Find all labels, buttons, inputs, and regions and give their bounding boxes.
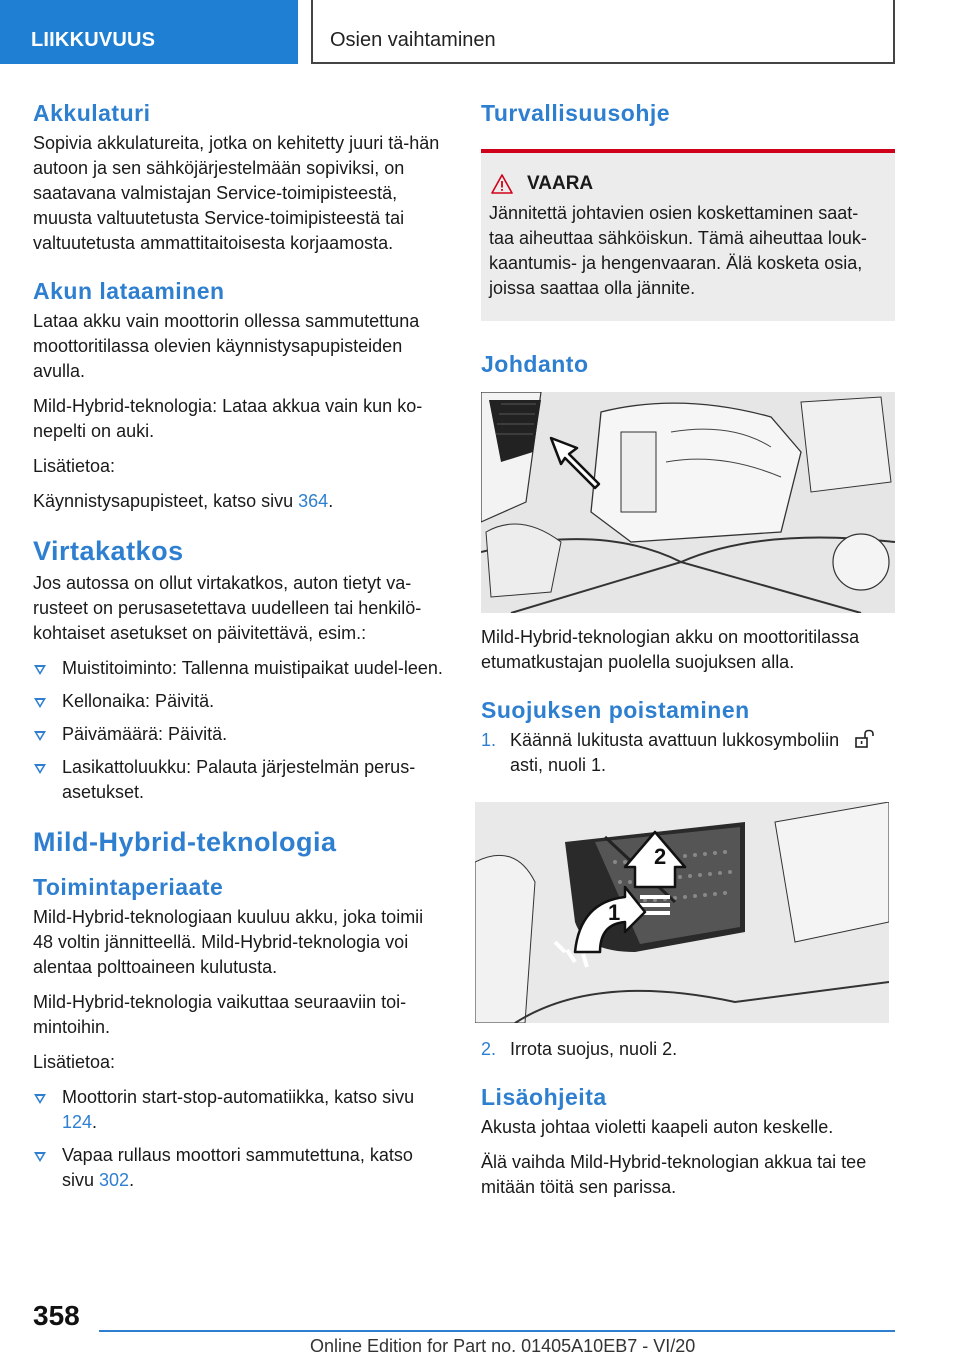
- triangle-bullet-icon: [34, 731, 46, 741]
- heading-turvallisuusohje: Turvallisuusohje: [481, 100, 671, 126]
- lataaminen-p3: Lisätietoa:: [33, 456, 116, 476]
- heading-akun-lataaminen: Akun lataaminen: [33, 278, 225, 304]
- virtakatkos-text: Jos autossa on ollut virtakatkos, auton tietyt va-rusteet on perusasetettava uudelleen tai henkilö-kohtaiset asetukset on päivitettävä, esim.:: [33, 573, 422, 643]
- heading-johdanto: Johdanto: [481, 351, 589, 377]
- list-item: Kellonaika: Päivitä.: [33, 689, 448, 714]
- mild-list: [33, 1085, 448, 1193]
- lataaminen-p2: Mild-Hybrid-teknologia: Lataa akkua vain kun ko-nepelti on auki.: [33, 396, 423, 441]
- list-item: Moottorin start-stop-automatiikka, katso sivu 124.: [33, 1085, 448, 1135]
- warning-title: VAARA: [527, 173, 594, 194]
- heading-lisaohjeita: Lisäohjeita: [481, 1084, 607, 1110]
- steps-list-1: [481, 728, 895, 778]
- list-item: Päivämäärä: Päivitä.: [33, 722, 448, 747]
- steps-list-2: [481, 1037, 895, 1062]
- triangle-bullet-icon: [34, 1094, 46, 1104]
- arrow-label-2: 2: [654, 844, 667, 869]
- lisaohjeita-p2: Älä vaihda Mild-Hybrid-teknologian akkua tai tee mitään töitä sen parissa.: [481, 1152, 867, 1197]
- footer-edition: Online Edition for Part no. 01405A10EB7 - VI/20: [310, 1336, 696, 1356]
- mild-p2: Mild-Hybrid-teknologia vaikuttaa seuraaviin toi-mintoihin.: [33, 992, 407, 1037]
- lisaohjeita-p1: Akusta johtaa violetti kaapeli auton keskelle.: [481, 1117, 834, 1137]
- heading-suojuksen-poistaminen: Suojuksen poistaminen: [481, 697, 750, 723]
- unlocked-padlock-icon: [854, 729, 876, 749]
- mild-p3: Lisätietoa:: [33, 1052, 116, 1072]
- step-item: 2. Irrota suojus, nuoli 2.: [481, 1039, 678, 1059]
- header-subsection: Osien vaihtaminen: [311, 0, 895, 64]
- lataaminen-p1: Lataa akku vain moottorin ollessa sammutettuna moottoritilassa olevien käynnistysapupisteiden avulla.: [33, 311, 420, 381]
- page-link-302[interactable]: 302: [99, 1170, 130, 1190]
- footer-divider: [99, 1330, 895, 1332]
- heading-virtakatkos: Virtakatkos: [33, 536, 184, 566]
- page-link-364[interactable]: 364: [298, 491, 329, 511]
- left-column: [33, 100, 448, 1203]
- warning-box: [481, 149, 895, 321]
- page-number: 358: [33, 1300, 80, 1331]
- list-item: Lasikattoluukku: Palauta järjestelmän perus-asetukset.: [33, 755, 448, 805]
- right-column: [481, 100, 895, 1210]
- page-link-124[interactable]: 124: [62, 1112, 93, 1132]
- heading-mild-hybrid: Mild-Hybrid-teknologia: [33, 827, 337, 857]
- list-item: Muistitoiminto: Tallenna muistipaikat uudel-leen.: [33, 656, 448, 681]
- triangle-bullet-icon: [34, 764, 46, 774]
- warning-triangle-icon: [491, 174, 513, 194]
- heading-toimintaperiaate: Toimintaperiaate: [33, 874, 224, 900]
- header-section: LIIKKUVUUS: [0, 0, 298, 64]
- mild-p1: Mild-Hybrid-teknologiaan kuuluu akku, joka toimii 48 voltin jännitteellä. Mild-Hybrid-teknologia voi alentaa polttoaineen kulutusta.: [33, 907, 424, 977]
- arrow-label-1: 1: [608, 900, 621, 925]
- johdanto-caption: Mild-Hybrid-teknologian akku on moottoritilassa etumatkustajan puolella suojuksen alla.: [481, 627, 860, 672]
- akkulaturi-text: Sopivia akkulatureita, jotka on kehitetty juuri tä-hän autoon ja sen sähköjärjestelmään sopiviksi, on saatavana valmistajan Service-toimipisteestä, muusta valtuutetusta Service-toimipisteestä tai valtuutetusta ammattitaitoisesta korjaamosta.: [33, 133, 440, 253]
- warning-text: Jännitettä johtavien osien koskettaminen saat-taa aiheuttaa sähköiskun. Tämä aiheuttaa louk-kaantumis- ja hengenvaaran. Älä kosketa osia, joissa saattaa olla jännite.: [489, 203, 867, 298]
- list-item: Vapaa rullaus moottori sammutettuna, katso sivu 302.: [33, 1143, 448, 1193]
- virtakatkos-list: [33, 656, 448, 805]
- heading-akkulaturi: Akkulaturi: [33, 100, 151, 126]
- step-item: 1. Käännä lukitusta avattuun lukkosymboliin asti, nuoli 1.: [481, 728, 895, 778]
- triangle-bullet-icon: [34, 698, 46, 708]
- battery-cover-image: [475, 802, 889, 1023]
- lataaminen-p4: Käynnistysapupisteet, katso sivu 364.: [33, 491, 334, 511]
- triangle-bullet-icon: [34, 665, 46, 675]
- engine-bay-image: [481, 392, 895, 613]
- triangle-bullet-icon: [34, 1152, 46, 1162]
